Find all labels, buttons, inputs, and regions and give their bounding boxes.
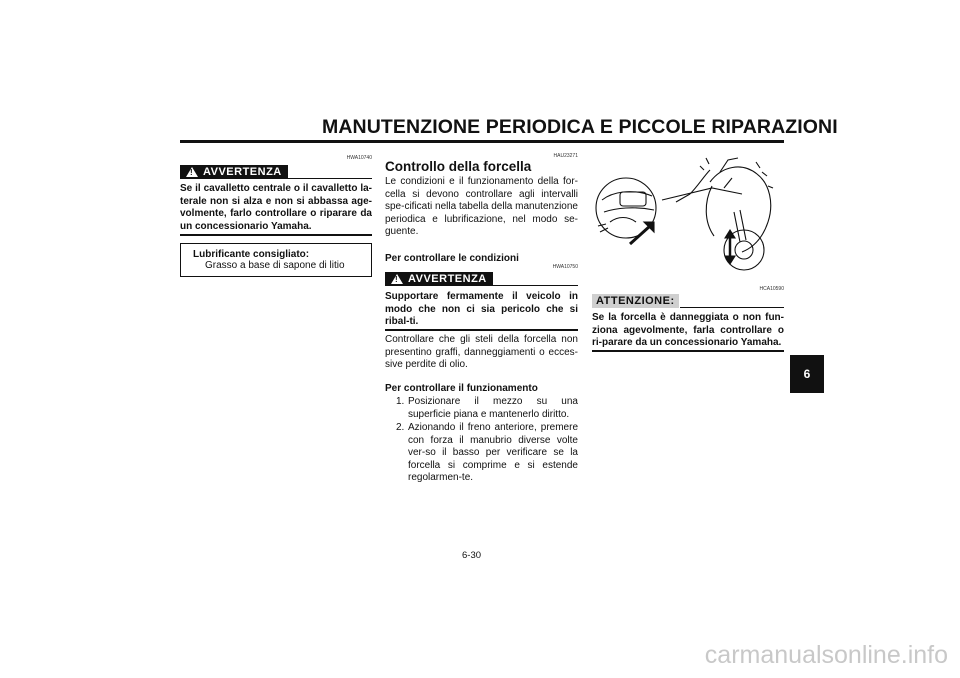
warning-code: HWA10740: [346, 155, 372, 161]
page-title: MANUTENZIONE PERIODICA E PICCOLE RIPARAZIONI: [322, 116, 838, 138]
page-number: 6-30: [462, 550, 482, 561]
lubricant-box: [180, 243, 372, 277]
caution-text: Se la forcella è danneggiata o non fun-ziona agevolmente, farla controllare o ri-parare da un concessionario Yamaha.: [592, 312, 784, 348]
section-title: Controllo della forcella: [385, 159, 532, 174]
warning-line: [280, 178, 372, 179]
warning-label-text: AVVERTENZA: [408, 273, 487, 285]
list-item: 1. Posizionare il mezzo su una superficie piana e mantenerlo diritto.: [396, 396, 578, 420]
warning-label: [180, 165, 288, 179]
warning-end-rule-2: [385, 329, 578, 331]
warning-triangle-icon: !: [186, 167, 198, 177]
section-code: HAU23271: [553, 153, 578, 159]
warning-label-text: AVVERTENZA: [203, 166, 282, 178]
title-rule: [180, 140, 784, 143]
warning-text: Se il cavalletto centrale o il cavalletto la-terale non si alza e non si abbassa age-volmente, farlo controllare o riparare da un concessionario Yamaha.: [180, 183, 372, 232]
caution-label: ATTENZIONE:: [592, 294, 679, 308]
list-item: 2. Azionando il freno anteriore, premere con forza il manubrio diverse volte ver-so il basso per verificare se la forcella si comprime e si estende regolarmen-te.: [396, 422, 578, 483]
watermark: carmanualsonline.info: [704, 641, 948, 669]
caution-code: HCA10590: [759, 286, 784, 292]
warning-text-2: Supportare fermamente il veicolo in modo che non ci sia pericolo che si ribal-ti.: [385, 291, 578, 327]
warning-code-2: HWA10750: [552, 264, 578, 270]
caution-end-rule: [592, 350, 784, 352]
warning-triangle-icon: !: [391, 274, 403, 284]
warning-line-2: [488, 285, 578, 286]
lubricant-heading: Lubrificante consigliato:: [193, 249, 310, 260]
intro-text: Le condizioni e il funzionamento della for-cella si devono controllare agli intervalli spe-cificati nella tabella della manutenzione periodica e lubrificazione, nel modo se-guente.: [385, 176, 578, 237]
lubricant-value: Grasso a base di sapone di litio: [205, 260, 345, 271]
steps-list: [396, 396, 578, 485]
chapter-tab: 6: [790, 355, 824, 393]
subtitle-operation: Per controllare il funzionamento: [385, 383, 538, 394]
caution-line: [680, 307, 784, 308]
warning-label-2: [385, 272, 493, 286]
scooter-fork-illustration: [592, 152, 784, 282]
warning-end-rule: [180, 234, 372, 236]
subtitle-condition: Per controllare le condizioni: [385, 253, 519, 264]
check-text: Controllare che gli steli della forcella non presentino graffi, danneggiamenti o ecces-sive perdite di olio.: [385, 334, 578, 370]
